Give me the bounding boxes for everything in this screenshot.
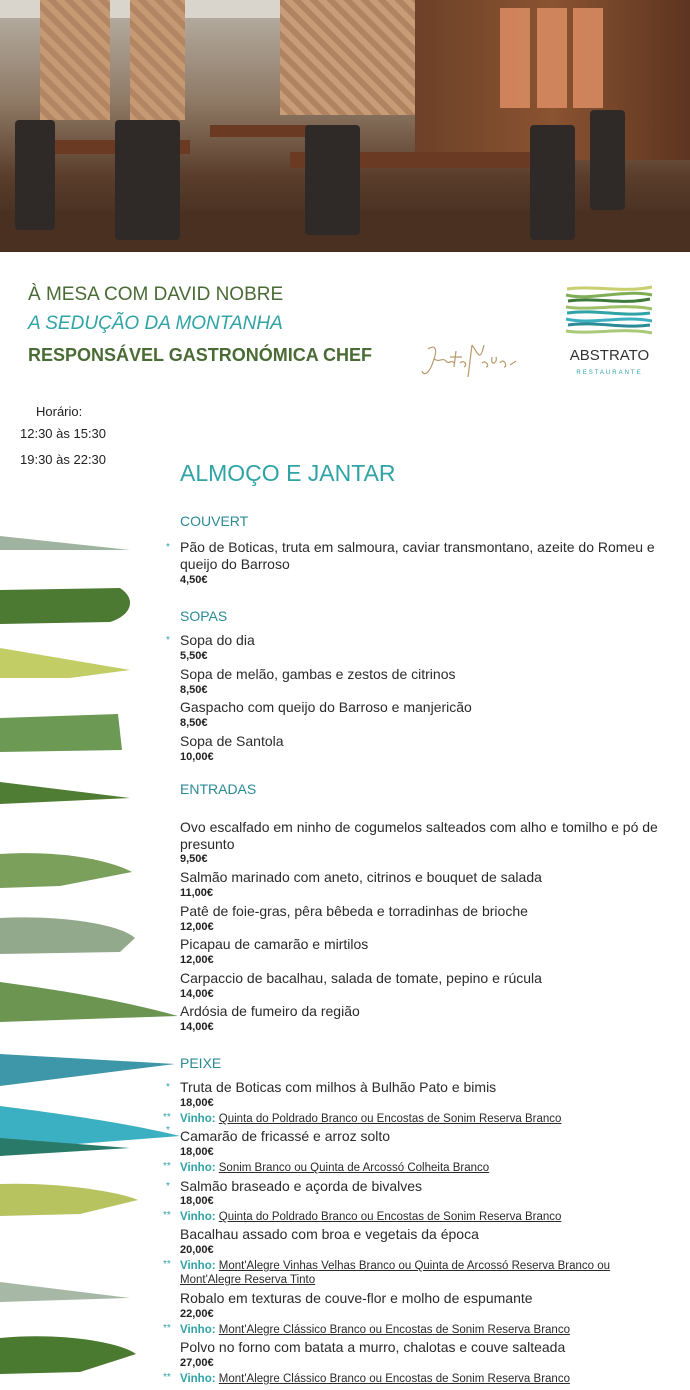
wine-label: Vinho: <box>180 1324 216 1336</box>
menu-item: Ovo escalfado em ninho de cogumelos salteados com alho e tomilho e pó de presunto <box>180 819 658 852</box>
menu-item: Robalo em texturas de couve-flor e molho de espumante <box>180 1290 533 1306</box>
menu-item-price: 8,50€ <box>180 717 208 729</box>
menu-item: Sopa do dia <box>180 632 255 648</box>
star-marker: * <box>166 1125 170 1136</box>
menu-item: Picapau de camarão e mirtilos <box>180 936 369 952</box>
wine-label: Vinho: <box>180 1113 216 1125</box>
wine-link[interactable]: Mont'Alegre Vinhas Velhas Branco ou Quinta de Arcossó Reserva Branco ou Mont'Alegre Reserva Tinto <box>180 1260 611 1286</box>
menu-item-price: 11,00€ <box>180 887 214 899</box>
menu-item: Camarão de fricassé e arroz solto <box>180 1128 391 1144</box>
menu-item-price: 18,00€ <box>180 1146 214 1158</box>
menu-item: Carpaccio de bacalhau, salada de tomate, pepino e rúcula <box>180 970 542 986</box>
menu-item-price: 14,00€ <box>180 988 214 1000</box>
wine-label: Vinho: <box>180 1211 216 1223</box>
wine-pairing <box>180 1161 660 1175</box>
wine-link[interactable]: Quinta do Poldrado Branco ou Encostas de Sonim Reserva Branco <box>218 1113 562 1125</box>
menu-item: Salmão marinado com aneto, citrinos e bouquet de salada <box>180 869 542 885</box>
menu-item: Patê de foie-gras, pêra bêbeda e torradinhas de brioche <box>180 903 528 919</box>
header-title: À MESA COM DAVID NOBRE <box>28 284 284 305</box>
hours-lunch: 12:30 às 15:30 <box>20 426 107 441</box>
menu-item-price: 10,00€ <box>180 751 214 763</box>
logo-name: ABSTRATO <box>569 347 650 364</box>
wine-pairing <box>180 1112 660 1126</box>
menu-item-price: 12,00€ <box>180 954 214 966</box>
signature <box>420 337 520 387</box>
section-title-sopas: SOPAS <box>180 608 228 624</box>
menu-item-price: 22,00€ <box>180 1308 214 1320</box>
menu-item-price: 8,50€ <box>180 684 208 696</box>
wine-label: Vinho: <box>180 1162 216 1174</box>
header-subtitle: A SEDUÇÃO DA MONTANHA <box>28 313 283 334</box>
decorative-brush-strokes <box>0 520 190 1390</box>
wine-pairing <box>180 1210 660 1224</box>
menu-item-price: 9,50€ <box>180 853 208 865</box>
hours-dinner: 19:30 às 22:30 <box>20 452 107 467</box>
menu-item-price: 12,00€ <box>180 921 214 933</box>
menu-item-price: 4,50€ <box>180 574 208 586</box>
menu-item-price: 18,00€ <box>180 1097 214 1109</box>
logo-subtitle: RESTAURANTE <box>576 370 643 376</box>
menu-item: Gaspacho com queijo do Barroso e manjericão <box>180 699 472 715</box>
menu-item: Salmão braseado e açorda de bivalves <box>180 1178 423 1194</box>
section-title-entradas: ENTRADAS <box>180 781 257 797</box>
hours-label: Horário: <box>36 404 83 419</box>
menu-item: Sopa de Santola <box>180 733 284 749</box>
star-marker: * <box>166 635 170 646</box>
wine-link[interactable]: Sonim Branco ou Quinta de Arcossó Colheita Branco <box>218 1162 490 1174</box>
wine-link[interactable]: Quinta do Poldrado Branco ou Encostas de Sonim Reserva Branco <box>218 1211 562 1223</box>
star-marker: * <box>166 1082 170 1093</box>
menu-item-price: 20,00€ <box>180 1244 214 1256</box>
menu-item: Truta de Boticas com milhos à Bulhão Pato e bimis <box>180 1079 497 1095</box>
wine-link[interactable]: Mont'Alegre Clássico Branco ou Encostas de Sonim Reserva Branco <box>218 1373 570 1385</box>
header-chef: RESPONSÁVEL GASTRONÓMICA CHEF <box>28 345 373 365</box>
menu-item-price: 14,00€ <box>180 1021 214 1033</box>
menu-item-price: 27,00€ <box>180 1357 214 1369</box>
menu-item: Ardósia de fumeiro da região <box>180 1003 360 1019</box>
menu-item: Bacalhau assado com broa e vegetais da época <box>180 1226 479 1242</box>
double-star-marker: ** <box>163 1112 171 1123</box>
wine-label: Vinho: <box>180 1260 216 1272</box>
star-marker: * <box>166 1181 170 1192</box>
section-title-peixe: PEIXE <box>180 1055 222 1071</box>
wine-pairing <box>180 1323 660 1337</box>
double-star-marker: ** <box>163 1210 171 1221</box>
double-star-marker: ** <box>163 1323 171 1334</box>
menu-item: Polvo no forno com batata a murro, chalotas e couve salteada <box>180 1339 566 1355</box>
wine-link[interactable]: Mont'Alegre Clássico Branco ou Encostas de Sonim Reserva Branco <box>218 1324 570 1336</box>
star-marker: * <box>166 542 170 553</box>
menu-item: Sopa de melão, gambas e zestos de citrinos <box>180 666 456 682</box>
menu-item: Pão de Boticas, truta em salmoura, caviar transmontano, azeite do Romeu e queijo do Barroso <box>180 539 655 572</box>
wine-pairing <box>180 1372 660 1386</box>
wine-pairing <box>180 1259 660 1287</box>
section-title-couvert: COUVERT <box>180 513 249 529</box>
menu-item-price: 18,00€ <box>180 1195 214 1207</box>
double-star-marker: ** <box>163 1259 171 1270</box>
menu-item-price: 5,50€ <box>180 650 208 662</box>
double-star-marker: ** <box>163 1161 171 1172</box>
wine-label: Vinho: <box>180 1373 216 1385</box>
restaurant-photo <box>0 0 690 252</box>
menu-title: ALMOÇO E JANTAR <box>180 460 396 486</box>
double-star-marker: ** <box>163 1372 171 1383</box>
